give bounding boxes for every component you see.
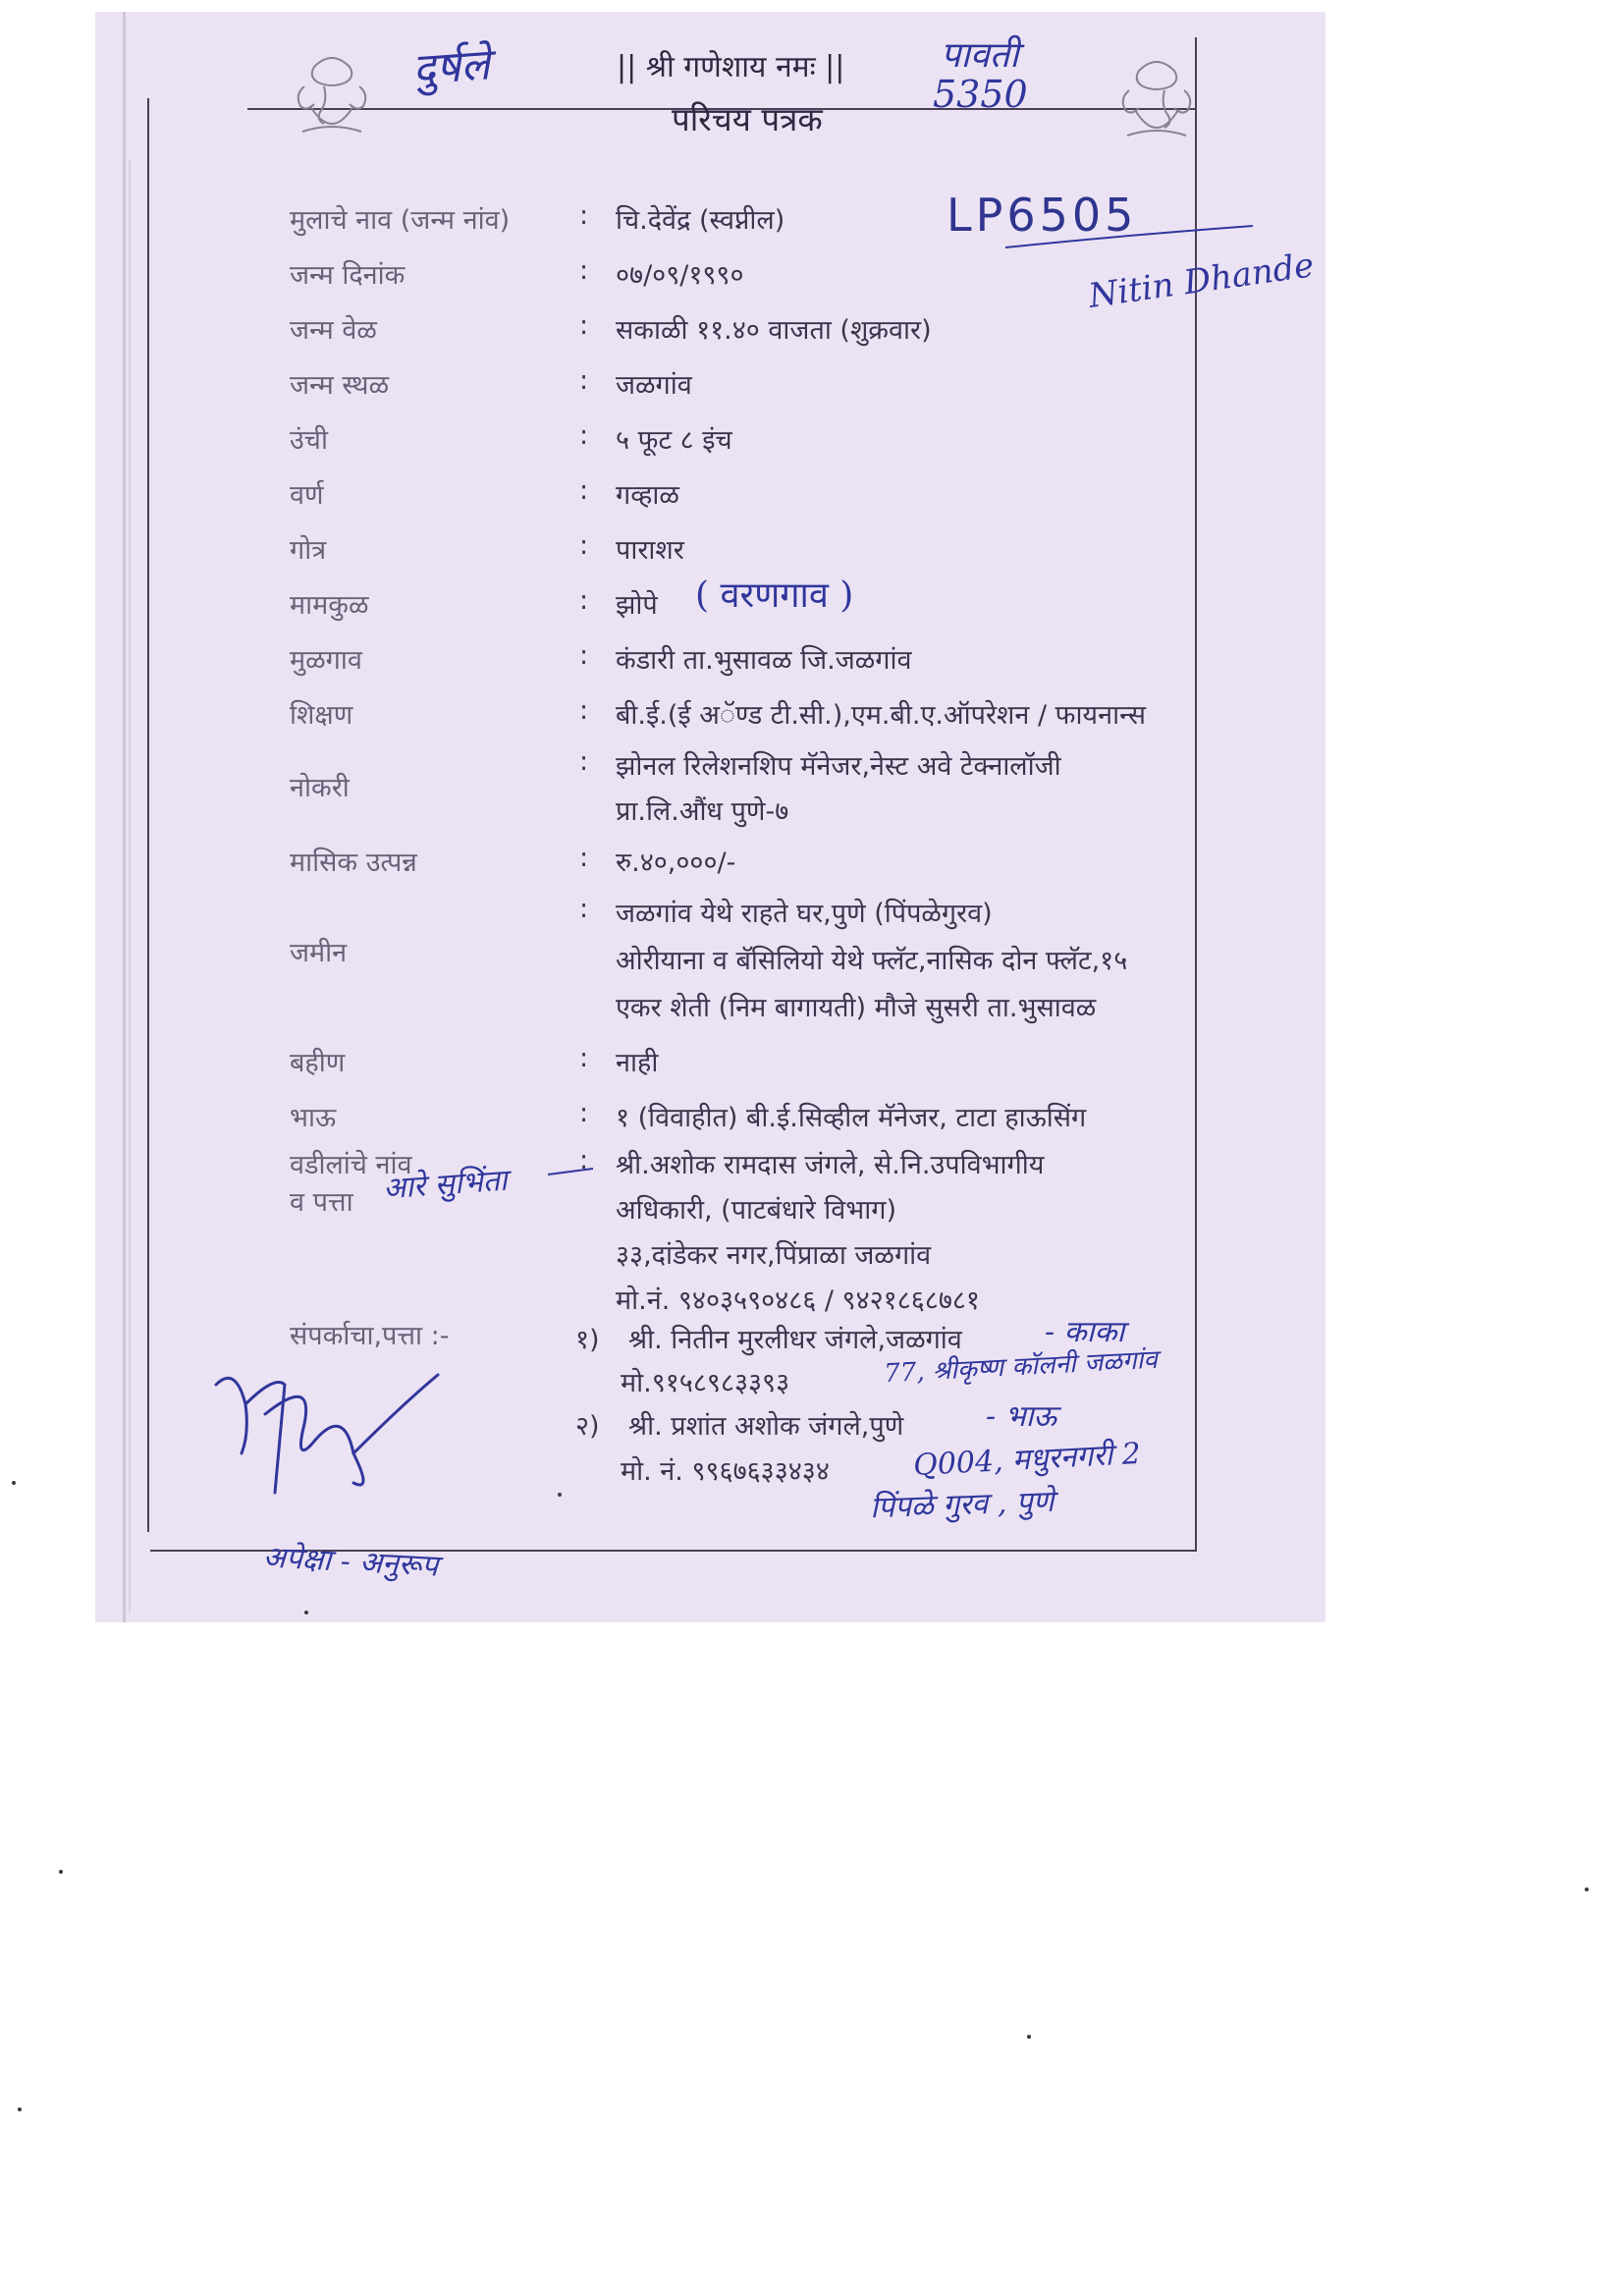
field-label-father-line1: वडीलांचे नांव [290, 1150, 412, 1180]
contact-1-number: १) [575, 1325, 600, 1355]
field-colon: : [579, 255, 589, 286]
field-label-birth-time: जन्म वेळ [290, 315, 377, 346]
field-label-job: नोकरी [290, 773, 350, 803]
handwritten-contact1-relation: - काका [1045, 1315, 1125, 1349]
handwritten-receipt: पावती [941, 35, 1019, 76]
field-colon: : [579, 200, 589, 231]
field-colon: : [579, 843, 589, 873]
field-value-birth-place: जळगांव [616, 370, 692, 401]
field-label-education: शिक्षण [290, 700, 353, 731]
field-value-height: ५ फूट ८ इंच [616, 425, 732, 456]
handwritten-contact2-address-line1: Q004, मधुरनगरी 2 [912, 1436, 1142, 1484]
field-label-mamkul: मामकुळ [290, 590, 369, 621]
handwritten-father-note: आरे सुभिंता [382, 1163, 509, 1207]
field-label-property: जमीन [290, 938, 348, 968]
field-value-job-line2: प्रा.लि.औंध पुणे-७ [616, 796, 789, 827]
handwritten-name: Nitin Dhande [1086, 246, 1317, 316]
field-value-sister: नाही [616, 1048, 659, 1078]
field-label-father-line2: व पत्ता [290, 1187, 353, 1218]
field-value-father-line2: अधिकारी, (पाटबंधारे विभाग) [616, 1195, 896, 1226]
contact-1-phone: मो.९१५८९८३३९३ [621, 1368, 790, 1398]
field-value-income: रु.४०,०००/- [616, 847, 736, 878]
ganesha-emblem-left-icon [285, 47, 379, 143]
scan-speck [558, 1493, 562, 1497]
handwritten-contact2-address-line2: पिंपळे गुरव , पुणे [869, 1484, 1055, 1526]
contact-2-name: श्री. प्रशांत अशोक जंगले,पुणे [628, 1411, 904, 1442]
page-title: परिचय पत्रक [672, 100, 823, 138]
field-label-name: मुलाचे नाव (जन्म नांव) [290, 205, 511, 236]
field-colon: : [579, 746, 589, 777]
field-label-brother: भाऊ [290, 1103, 337, 1133]
field-label-birth-date: जन्म दिनांक [290, 260, 406, 291]
scan-speck [1585, 1887, 1589, 1891]
field-value-job-line1: झोनल रिलेशनशिप मॅनेजर,नेस्ट अवे टेक्नालॉजी [616, 751, 1061, 782]
scan-speck [12, 1481, 16, 1485]
field-label-birth-place: जन्म स्थळ [290, 370, 390, 401]
field-value-name: चि.देवेंद्र (स्वप्नील) [616, 205, 785, 236]
field-value-birth-date: ०७/०९/१९९० [616, 260, 744, 291]
field-colon: : [579, 420, 589, 451]
signature [206, 1345, 442, 1512]
field-value-brother: १ (विवाहीत) बी.ई.सिव्हील मॅनेजर, टाटा हाऊसिंग [616, 1103, 1087, 1133]
field-value-father-line3: ३३,दांडेकर नगर,पिंप्राळा जळगांव [616, 1240, 932, 1271]
handwritten-underline [1001, 218, 1257, 257]
field-value-father-line1: श्री.अशोक रामदास जंगले, से.नि.उपविभागीय [616, 1150, 1045, 1180]
scan-speck [304, 1611, 308, 1614]
scan-speck [59, 1870, 63, 1874]
field-value-father-line4: मो.नं. ९४०३५९०४८६ / ९४२१८६८७८१ [616, 1285, 980, 1316]
invocation-heading: || श्री गणेशाय नमः || [617, 50, 845, 84]
contact-1-name: श्री. नितीन मुरलीधर जंगले,जळगांव [628, 1325, 962, 1355]
field-value-education: बी.ई.(ई अॅण्ड टी.सी.),एम.बी.ए.ऑपरेशन / फायनान्स [616, 700, 1147, 731]
scan-edge-shadow [123, 12, 126, 1622]
contact-2-number: २) [575, 1411, 600, 1442]
field-label-income: मासिक उत्पन्न [290, 847, 417, 878]
field-value-property-line1: जळगांव येथे राहते घर,पुणे (पिंपळेगुरव) [616, 899, 993, 929]
contacts-label: संपर्काचा,पत्ता :- [290, 1321, 450, 1351]
handwritten-dash [546, 1165, 595, 1180]
handwritten-surname: दुर्षले [410, 39, 492, 95]
field-value-property-line2: ओरीयाना व बॅसिलियो येथे फ्लॅट,नासिक दोन फ्लॅट,१५ [616, 946, 1128, 976]
document-border-left [147, 98, 149, 1532]
scan-speck [18, 2107, 22, 2111]
field-label-complexion: वर्ण [290, 480, 324, 511]
field-colon: : [579, 1145, 589, 1175]
field-label-native-village: मुळगाव [290, 645, 362, 676]
field-colon: : [579, 475, 589, 506]
field-label-height: उंची [290, 425, 328, 456]
contact-2-phone: मो. नं. ९९६७६३३४३४ [621, 1456, 830, 1487]
field-colon: : [579, 894, 589, 924]
field-colon: : [579, 640, 589, 671]
field-colon: : [579, 530, 589, 561]
field-label-sister: बहीण [290, 1048, 346, 1078]
field-value-gotra: पाराशर [616, 535, 684, 566]
field-value-mamkul: झोपे [616, 590, 658, 621]
ganesha-emblem-right-icon [1109, 51, 1204, 147]
field-colon: : [579, 695, 589, 726]
field-colon: : [579, 585, 589, 616]
field-value-birth-time: सकाळी ११.४० वाजता (शुक्रवार) [616, 315, 932, 346]
field-colon: : [579, 365, 589, 396]
field-colon: : [579, 310, 589, 341]
handwritten-code: LP6505 [947, 189, 1138, 242]
field-label-gotra: गोत्र [290, 535, 327, 566]
field-colon: : [579, 1043, 589, 1073]
field-colon: : [579, 1098, 589, 1128]
field-value-native-village: कंडारी ता.भुसावळ जि.जळगांव [616, 645, 912, 676]
scan-speck [1027, 2035, 1031, 2039]
field-value-property-line3: एकर शेती (निम बागायती) मौजे सुसरी ता.भुसावळ [616, 993, 1097, 1023]
handwritten-receipt-number: 5350 [933, 73, 1028, 116]
handwritten-contact2-relation: - भाऊ [986, 1399, 1057, 1434]
handwritten-mamkul-note: ( वरणगाव ) [695, 575, 854, 616]
scan-edge-shadow-inner [129, 159, 131, 1613]
handwritten-bottom-note: अपेक्षा - अनुरूप [262, 1540, 440, 1584]
field-value-complexion: गव्हाळ [616, 480, 679, 511]
handwritten-contact1-address: 77, श्रीकृष्ण कॉलनी जळगांव [883, 1344, 1159, 1390]
